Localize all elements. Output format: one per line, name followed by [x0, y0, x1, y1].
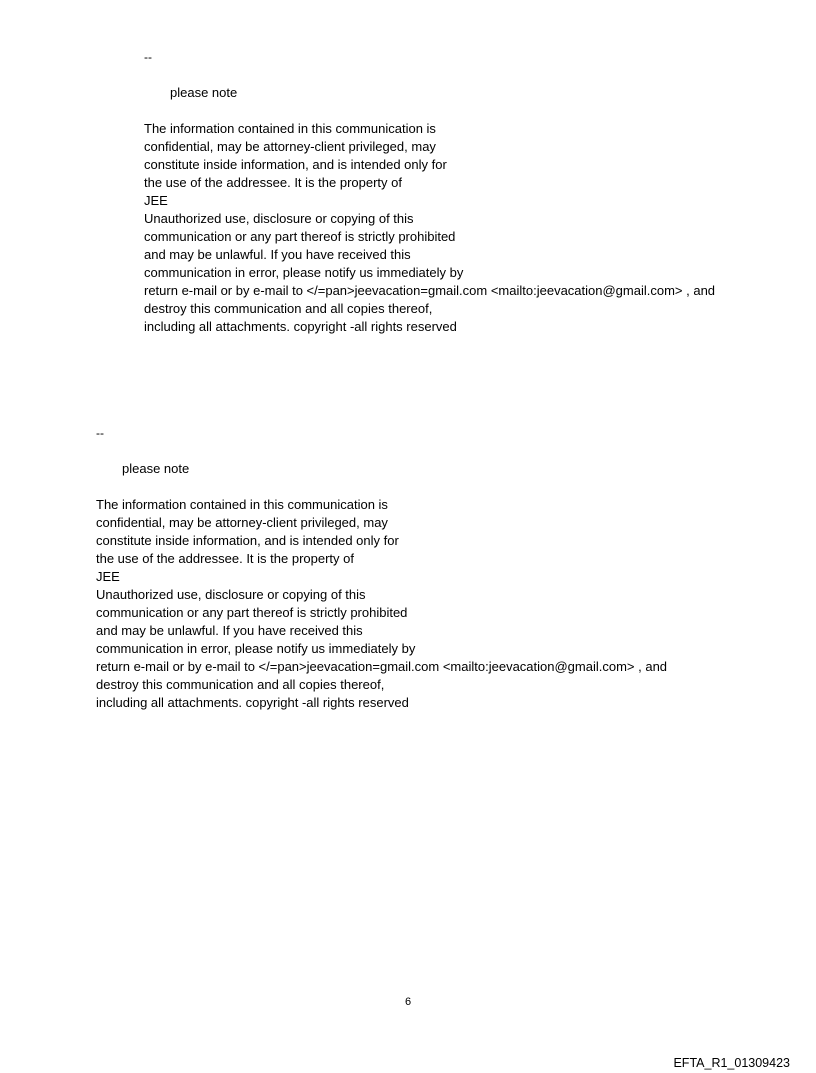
disclaimer-line: destroy this communication and all copies thereof,	[96, 677, 385, 692]
disclaimer-line: confidential, may be attorney-client privileged, may	[144, 139, 436, 154]
bates-number: EFTA_R1_01309423	[673, 1056, 790, 1070]
disclaimer-line: Unauthorized use, disclosure or copying of this	[96, 587, 366, 602]
disclaimer-line: including all attachments. copyright -all rights reserved	[144, 319, 457, 334]
disclaimer-line: Unauthorized use, disclosure or copying of this	[144, 211, 414, 226]
note-heading-1: please note	[170, 85, 238, 100]
disclaimer-line: constitute inside information, and is intended only for	[144, 157, 447, 172]
disclaimer-block-2	[96, 496, 667, 712]
disclaimer-block-1	[144, 120, 715, 336]
disclaimer-line: communication or any part thereof is strictly prohibited	[144, 229, 456, 244]
disclaimer-line: the use of the addressee. It is the property of	[144, 175, 402, 190]
disclaimer-line: JEE	[144, 193, 168, 208]
disclaimer-line: including all attachments. copyright -all rights reserved	[96, 695, 409, 710]
disclaimer-line: communication in error, please notify us immediately by	[96, 641, 416, 656]
disclaimer-line: the use of the addressee. It is the property of	[96, 551, 354, 566]
separator-1: --	[144, 50, 152, 64]
disclaimer-line: and may be unlawful. If you have received this	[96, 623, 363, 638]
disclaimer-line: return e-mail or by e-mail to </=pan>jeevacation=gmail.com <mailto:jeevacation@gmail.com> , and	[144, 283, 716, 298]
separator-2: --	[96, 426, 104, 440]
disclaimer-line: constitute inside information, and is intended only for	[96, 533, 399, 548]
note-heading-2: please note	[122, 461, 190, 476]
disclaimer-line: and may be unlawful. If you have received this	[144, 247, 411, 262]
page-number: 6	[404, 996, 412, 1008]
disclaimer-line: communication or any part thereof is strictly prohibited	[96, 605, 408, 620]
disclaimer-line: confidential, may be attorney-client privileged, may	[96, 515, 388, 530]
disclaimer-line: destroy this communication and all copies thereof,	[144, 301, 433, 316]
disclaimer-line: The information contained in this communication is	[144, 121, 436, 136]
disclaimer-line: JEE	[96, 569, 120, 584]
disclaimer-line: communication in error, please notify us immediately by	[144, 265, 464, 280]
disclaimer-line: return e-mail or by e-mail to </=pan>jeevacation=gmail.com <mailto:jeevacation@gmail.com> , and	[96, 659, 668, 674]
disclaimer-line: The information contained in this communication is	[96, 497, 388, 512]
